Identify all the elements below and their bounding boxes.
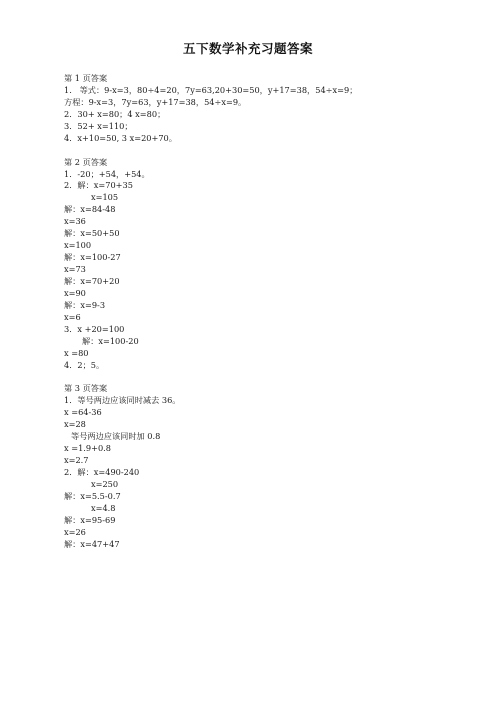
section-1-line: 3．52+ x=110； [64,120,133,131]
section-2-line: 解：x=50+50 [64,228,120,239]
section-2-line: 2．解：x=70+35 [64,180,133,191]
section-3-line: x=26 [64,526,86,537]
section-1-line: 1. 等式：9-x=3，80÷4=20，7y=63,20+30=50，y+17=38，54÷x=9； [64,84,358,95]
section-2-header: 第 2 页答案 [64,156,108,167]
section-2-line: 解：x=100-27 [64,252,121,263]
section-1-line: 4．x+10=50, 3 x=20+70。 [64,132,177,143]
section-2-line: x =80 [64,347,89,358]
section-1-line: 方程：9-x=3，7y=63，y+17=38，54÷x=9。 [64,96,247,107]
section-1-line: 2．30+ x=80；4 x=80； [64,108,166,119]
section-2-line: x=36 [64,216,86,227]
section-3-line: x=250 [91,478,119,489]
section-3-line: x =1.9+0.8 [64,443,111,454]
section-3-line: 解：x=47+47 [64,538,120,549]
section-spacer [64,371,444,383]
section-2-line: 4．2；5。 [64,359,105,370]
section-2-line: x=90 [64,287,86,298]
section-2-line: x=73 [64,264,86,274]
section-2-line: x=100 [64,240,92,251]
section-2-line: 解：x=84-48 [64,204,116,215]
section-3-line: x=4.8 [91,502,116,513]
section-2-line: 解：x=9-3 [64,299,106,310]
section-3-line: x=2.7 [64,455,89,465]
section-3-line: 解：x=95-69 [64,514,116,525]
section-2-line: x=105 [91,192,119,203]
section-spacer [64,145,444,157]
section-2-line: x=6 [64,311,81,322]
answer-content [64,73,444,551]
page-title: 五下数学补充习题答案 [182,41,313,56]
section-3-header: 第 3 页答案 [64,383,108,394]
section-1-header: 第 1 页答案 [64,73,108,83]
section-3-line: 2．解：x=490-240 [64,466,140,477]
section-3-line: 等号两边应该同时加 0.8 [71,431,161,442]
section-3-line: 解：x=5.5-0.7 [64,490,121,501]
section-2-line: 解：x=100-20 [82,335,139,346]
section-2-line: 3．x +20=100 [64,323,125,334]
section-2-line: 解：x=70+20 [64,275,120,286]
section-3-line: x=28 [64,419,86,430]
section-2-line: 1．-20；+54，+54。 [64,168,150,179]
section-3-line: x =64-36 [64,407,102,418]
section-3-line: 1．等号两边应该同时减去 36。 [64,395,181,406]
